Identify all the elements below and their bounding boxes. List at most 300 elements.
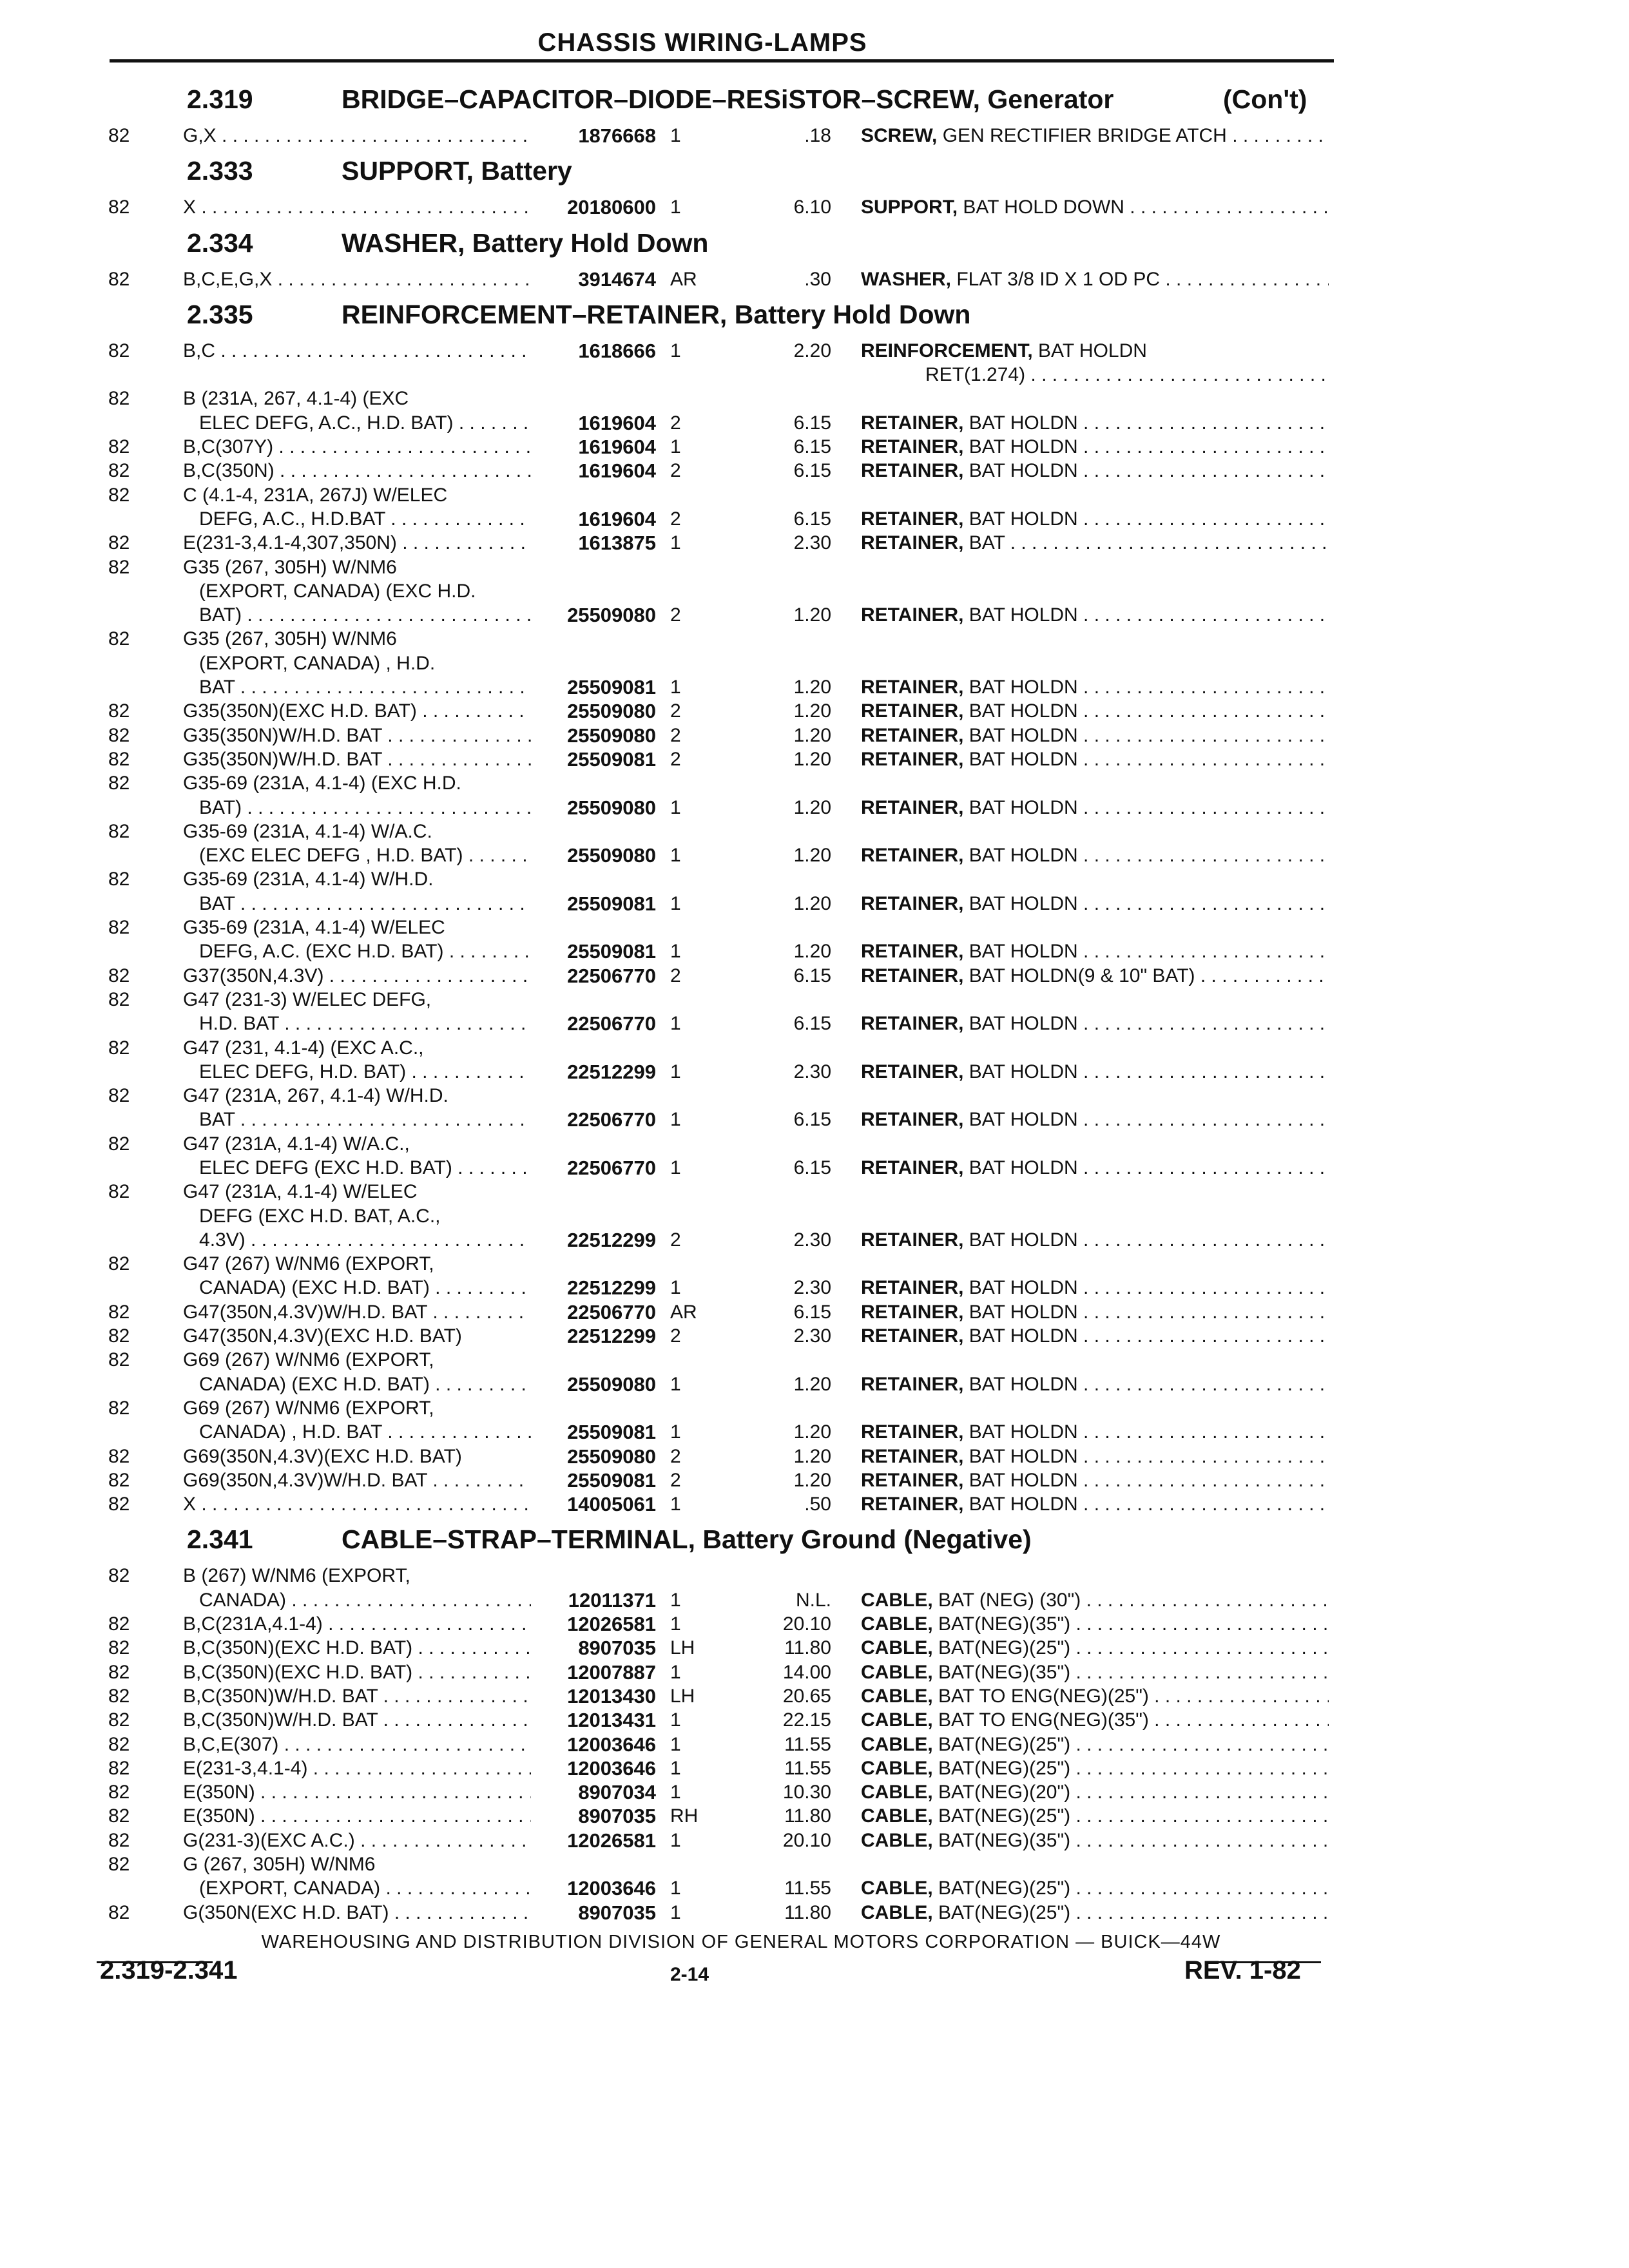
description-keyword: SUPPORT, bbox=[861, 197, 958, 218]
description bbox=[861, 1156, 1329, 1180]
application: B (267) W/NM6 (EXPORT, bbox=[183, 1565, 410, 1587]
part-number: 14005061 bbox=[567, 1493, 656, 1516]
quantity: 2 bbox=[670, 508, 681, 530]
part-row bbox=[0, 507, 1629, 531]
application: G35-69 (231A, 4.1-4) W/ELEC bbox=[183, 917, 445, 939]
section-title: BRIDGE–CAPACITOR–DIODE–RESiSTOR–SCREW, Generator bbox=[342, 84, 1114, 114]
price: 11.55 bbox=[784, 1757, 831, 1779]
description-text: BAT HOLDN bbox=[963, 892, 1078, 914]
application: (EXPORT, CANADA) . . . bbox=[183, 1876, 531, 1900]
description-text: BAT HOLDN bbox=[963, 1157, 1078, 1178]
quantity: AR bbox=[670, 1301, 697, 1323]
price: 2.20 bbox=[793, 340, 831, 361]
part-number: 22506770 bbox=[567, 1108, 656, 1131]
price: 2.30 bbox=[793, 1277, 831, 1299]
model-year: 82 bbox=[108, 748, 130, 770]
price: 6.15 bbox=[793, 965, 831, 986]
part-number: 12013431 bbox=[567, 1709, 656, 1732]
quantity: 2 bbox=[670, 724, 681, 746]
description-keyword: RETAINER, bbox=[861, 1301, 964, 1323]
part-number: 25509081 bbox=[567, 747, 656, 771]
quantity: 1 bbox=[670, 340, 681, 361]
description bbox=[861, 124, 1329, 148]
description-keyword: RETAINER, bbox=[861, 892, 964, 914]
application: G69 (267) W/NM6 (EXPORT, bbox=[183, 1349, 434, 1371]
part-number: 12003646 bbox=[567, 1877, 656, 1900]
description-text: BAT TO ENG(NEG)(25") bbox=[932, 1685, 1149, 1707]
description-text: BAT HOLDN bbox=[963, 796, 1078, 818]
application: G47 (231A, 4.1-4) W/A.C., bbox=[183, 1133, 410, 1155]
description-keyword: CABLE, bbox=[861, 1901, 933, 1923]
application: G69 (267) W/NM6 (EXPORT, bbox=[183, 1397, 434, 1419]
description bbox=[861, 724, 1329, 747]
part-number: 12026581 bbox=[567, 1613, 656, 1636]
application: G35 (267, 305H) W/NM6 bbox=[183, 628, 397, 650]
price: 20.10 bbox=[782, 1613, 831, 1635]
part-row bbox=[0, 1901, 1629, 1925]
part-row bbox=[0, 1756, 1629, 1780]
quantity: 1 bbox=[670, 125, 681, 146]
application: G47(350N,4.3V)W/H.D. BAT . . . bbox=[183, 1300, 531, 1324]
description bbox=[861, 1228, 1329, 1252]
description-text: RET(1.274) bbox=[861, 364, 1026, 386]
part-row bbox=[0, 531, 1629, 555]
model-year: 82 bbox=[108, 869, 130, 890]
application: G (267, 305H) W/NM6 bbox=[183, 1854, 376, 1875]
quantity: 1 bbox=[670, 1157, 681, 1178]
application: G69(350N,4.3V)(EXC H.D. BAT) bbox=[183, 1445, 462, 1467]
quantity: 1 bbox=[670, 1733, 681, 1755]
description bbox=[861, 507, 1329, 531]
description-text: GEN RECTIFIER BRIDGE ATCH bbox=[937, 125, 1227, 146]
description-keyword: CABLE, bbox=[861, 1757, 933, 1779]
quantity: 1 bbox=[670, 1757, 681, 1779]
price: N.L. bbox=[795, 1589, 831, 1611]
quantity: 1 bbox=[670, 1589, 681, 1611]
description-text: BAT HOLDN bbox=[963, 1469, 1078, 1491]
quantity: 1 bbox=[670, 1709, 681, 1731]
description bbox=[861, 1276, 1329, 1300]
part-row bbox=[0, 1468, 1629, 1492]
description bbox=[861, 699, 1329, 723]
price: 11.55 bbox=[784, 1878, 831, 1899]
description-keyword: CABLE, bbox=[861, 1829, 933, 1851]
application: DEFG, A.C. (EXC H.D. BAT) . . . bbox=[183, 939, 531, 963]
model-year: 82 bbox=[108, 1757, 130, 1779]
part-row bbox=[0, 1012, 1629, 1035]
part-row bbox=[0, 1636, 1629, 1660]
part-row bbox=[0, 939, 1629, 963]
description-text: BAT HOLDN bbox=[963, 1421, 1078, 1443]
application: DEFG (EXC H.D. BAT, A.C., bbox=[183, 1205, 441, 1227]
description bbox=[861, 1636, 1329, 1660]
part-row bbox=[0, 771, 1629, 795]
price: 6.15 bbox=[793, 1109, 831, 1131]
price: 10.30 bbox=[782, 1782, 831, 1803]
description-text: BAT HOLDN bbox=[963, 1325, 1078, 1347]
section-heading bbox=[0, 220, 1629, 267]
description-text: BAT(NEG)(35") bbox=[932, 1613, 1071, 1635]
part-number: 25509080 bbox=[567, 604, 656, 627]
part-number: 22512299 bbox=[567, 1276, 656, 1300]
part-row bbox=[0, 603, 1629, 627]
description-keyword: CABLE, bbox=[861, 1613, 933, 1635]
description-keyword: SCREW, bbox=[861, 125, 938, 146]
application: G47 (231A, 267, 4.1-4) W/H.D. bbox=[183, 1085, 448, 1107]
quantity: 1 bbox=[670, 532, 681, 554]
part-row bbox=[0, 579, 1629, 603]
description-keyword: RETAINER, bbox=[861, 1061, 964, 1082]
model-year: 82 bbox=[108, 197, 130, 218]
application: G47 (231A, 4.1-4) W/ELEC bbox=[183, 1181, 418, 1203]
description-keyword: RETAINER, bbox=[861, 700, 964, 722]
header-rule bbox=[110, 59, 1334, 62]
part-number: 3914674 bbox=[578, 267, 656, 291]
quantity: 1 bbox=[670, 1782, 681, 1803]
price: .30 bbox=[804, 268, 831, 290]
description bbox=[861, 411, 1329, 435]
application: B,C(350N)W/H.D. BAT . . . bbox=[183, 1684, 531, 1708]
model-year: 82 bbox=[108, 1181, 130, 1203]
description bbox=[861, 796, 1329, 820]
description-keyword: RETAINER, bbox=[861, 1229, 964, 1251]
quantity: 2 bbox=[670, 965, 681, 986]
section-number: 2.319 bbox=[187, 84, 253, 114]
quantity: 1 bbox=[670, 1421, 681, 1443]
section-heading bbox=[0, 148, 1629, 195]
description-keyword: CABLE, bbox=[861, 1637, 933, 1659]
quantity: 1 bbox=[670, 1277, 681, 1299]
application: BAT . . . bbox=[183, 892, 531, 916]
footer-publisher: WAREHOUSING AND DISTRIBUTION DIVISION OF GENERAL MOTORS CORPORATION — BUICK—44W bbox=[261, 1932, 1221, 1952]
section-title: REINFORCEMENT–RETAINER, Battery Hold Down bbox=[342, 299, 971, 329]
part-row bbox=[0, 1324, 1629, 1348]
quantity: 2 bbox=[670, 1229, 681, 1251]
price: 1.20 bbox=[793, 1445, 831, 1467]
price: 20.10 bbox=[782, 1829, 831, 1851]
section-number: 2.334 bbox=[187, 227, 253, 258]
part-number: 1876668 bbox=[578, 124, 656, 147]
quantity: RH bbox=[670, 1805, 699, 1827]
price: 1.20 bbox=[793, 700, 831, 722]
quantity: 1 bbox=[670, 1613, 681, 1635]
model-year: 82 bbox=[108, 628, 130, 650]
part-row bbox=[0, 1204, 1629, 1228]
part-number: 25509081 bbox=[567, 676, 656, 699]
description bbox=[861, 1876, 1329, 1900]
model-year: 82 bbox=[108, 700, 130, 722]
application: CANADA) (EXC H.D. BAT) . . . bbox=[183, 1276, 531, 1300]
description bbox=[861, 675, 1329, 699]
price: 2.30 bbox=[793, 1061, 831, 1082]
part-number: 8907035 bbox=[578, 1901, 656, 1924]
quantity: 1 bbox=[670, 1109, 681, 1131]
part-row bbox=[0, 1420, 1629, 1444]
application: B,C(350N)(EXC H.D. BAT) . . . bbox=[183, 1660, 531, 1684]
description-text: BAT HOLDN bbox=[963, 724, 1078, 746]
description-keyword: RETAINER, bbox=[861, 965, 964, 986]
application: B,C(350N) . . . bbox=[183, 459, 531, 483]
part-row bbox=[0, 1780, 1629, 1804]
application: G47(350N,4.3V)(EXC H.D. BAT) bbox=[183, 1325, 462, 1347]
model-year: 82 bbox=[108, 724, 130, 746]
part-row bbox=[0, 1300, 1629, 1324]
model-year: 82 bbox=[108, 1133, 130, 1155]
application: G35-69 (231A, 4.1-4) W/H.D. bbox=[183, 869, 434, 890]
application: ELEC DEFG, A.C., H.D. BAT) . . . bbox=[183, 411, 531, 435]
description-text: BAT TO ENG(NEG)(35") bbox=[932, 1709, 1149, 1731]
quantity: 1 bbox=[670, 436, 681, 458]
description bbox=[861, 1804, 1329, 1828]
price: 1.20 bbox=[793, 892, 831, 914]
description-keyword: CABLE, bbox=[861, 1685, 933, 1707]
description-keyword: RETAINER, bbox=[861, 1469, 964, 1491]
description-keyword: RETAINER, bbox=[861, 460, 964, 482]
part-row bbox=[0, 1876, 1629, 1900]
description bbox=[861, 1733, 1329, 1756]
description bbox=[861, 1492, 1329, 1516]
description-text: BAT(NEG)(25") bbox=[932, 1637, 1071, 1659]
price: 2.30 bbox=[793, 1229, 831, 1251]
application: G69(350N,4.3V)W/H.D. BAT . . . bbox=[183, 1468, 531, 1492]
description-keyword: RETAINER, bbox=[861, 796, 964, 818]
price: 11.80 bbox=[784, 1805, 831, 1827]
application: G47 (231-3) W/ELEC DEFG, bbox=[183, 988, 432, 1010]
model-year: 82 bbox=[108, 1397, 130, 1419]
price: 1.20 bbox=[793, 1469, 831, 1491]
application: G35(350N)(EXC H.D. BAT) . . . bbox=[183, 699, 531, 723]
model-year: 82 bbox=[108, 917, 130, 939]
quantity: 2 bbox=[670, 1445, 681, 1467]
price: 6.15 bbox=[793, 412, 831, 434]
quantity: 1 bbox=[670, 1661, 681, 1683]
part-row bbox=[0, 1852, 1629, 1876]
model-year: 82 bbox=[108, 484, 130, 506]
application: B,C(350N)W/H.D. BAT . . . bbox=[183, 1708, 531, 1732]
model-year: 82 bbox=[108, 1829, 130, 1851]
quantity: 2 bbox=[670, 412, 681, 434]
model-year: 82 bbox=[108, 1733, 130, 1755]
model-year: 82 bbox=[108, 556, 130, 578]
description-text: BAT(NEG)(35") bbox=[932, 1829, 1071, 1851]
description-keyword: RETAINER, bbox=[861, 1421, 964, 1443]
part-number: 25509080 bbox=[567, 700, 656, 723]
part-row bbox=[0, 916, 1629, 939]
quantity: 1 bbox=[670, 941, 681, 963]
description-keyword: RETAINER, bbox=[861, 1494, 964, 1515]
part-row bbox=[0, 1684, 1629, 1708]
application: G47 (267) W/NM6 (EXPORT, bbox=[183, 1253, 434, 1275]
footer-page-number: 2-14 bbox=[670, 1964, 709, 1985]
part-row bbox=[0, 1660, 1629, 1684]
part-number: 1619604 bbox=[578, 411, 656, 434]
page-title: CHASSIS WIRING-LAMPS bbox=[537, 28, 867, 57]
part-number: 12011371 bbox=[568, 1588, 656, 1611]
price: 1.20 bbox=[793, 845, 831, 867]
part-row bbox=[0, 1564, 1629, 1588]
application: G47 (231, 4.1-4) (EXC A.C., bbox=[183, 1037, 424, 1059]
part-row bbox=[0, 675, 1629, 699]
description-text: BAT HOLDN bbox=[963, 1301, 1078, 1323]
application: B,C,E,G,X . . . bbox=[183, 267, 531, 291]
description-text: BAT(NEG)(35") bbox=[932, 1661, 1071, 1683]
application: G35(350N)W/H.D. BAT . . . bbox=[183, 724, 531, 747]
model-year: 82 bbox=[108, 1325, 130, 1347]
description-keyword: RETAINER, bbox=[861, 1277, 964, 1299]
part-number: 1619604 bbox=[578, 436, 656, 459]
application: G37(350N,4.3V) . . . bbox=[183, 964, 531, 988]
description bbox=[861, 1060, 1329, 1084]
description-keyword: CABLE, bbox=[861, 1805, 933, 1827]
part-row bbox=[0, 1708, 1629, 1732]
part-number: 8907034 bbox=[578, 1781, 656, 1804]
part-number: 25509080 bbox=[567, 1445, 656, 1468]
description bbox=[861, 1108, 1329, 1131]
part-row bbox=[0, 1445, 1629, 1468]
description bbox=[861, 1901, 1329, 1925]
part-row bbox=[0, 747, 1629, 771]
part-number: 12007887 bbox=[567, 1660, 656, 1684]
application: CANADA) (EXC H.D. BAT) . . . bbox=[183, 1372, 531, 1396]
section-number: 2.341 bbox=[187, 1524, 253, 1555]
description-keyword: RETAINER, bbox=[861, 748, 964, 770]
model-year: 82 bbox=[108, 388, 130, 410]
description bbox=[861, 267, 1329, 291]
application: E(350N) . . . bbox=[183, 1780, 531, 1804]
part-number: 22506770 bbox=[567, 964, 656, 987]
description-text: BAT HOLDN bbox=[963, 845, 1078, 867]
application: B (231A, 267, 4.1-4) (EXC bbox=[183, 388, 409, 410]
price: 6.15 bbox=[793, 1157, 831, 1178]
application: G35 (267, 305H) W/NM6 bbox=[183, 556, 397, 578]
price: 1.20 bbox=[793, 941, 831, 963]
part-row bbox=[0, 363, 1629, 387]
description bbox=[861, 1012, 1329, 1035]
description-text: BAT HOLDN bbox=[963, 677, 1078, 698]
description bbox=[861, 939, 1329, 963]
description-keyword: RETAINER, bbox=[861, 508, 964, 530]
price: 6.15 bbox=[793, 1301, 831, 1323]
description-keyword: RETAINER, bbox=[861, 1445, 964, 1467]
part-row bbox=[0, 195, 1629, 219]
description-keyword: CABLE, bbox=[861, 1733, 933, 1755]
application: (EXPORT, CANADA) (EXC H.D. bbox=[183, 580, 476, 602]
description-keyword: RETAINER, bbox=[861, 436, 964, 458]
application: BAT) . . . bbox=[183, 796, 531, 820]
part-number: 22512299 bbox=[567, 1060, 656, 1083]
price: 6.15 bbox=[793, 508, 831, 530]
quantity: 2 bbox=[670, 1469, 681, 1491]
description-text: BAT(NEG)(25") bbox=[932, 1878, 1071, 1899]
description-keyword: CABLE, bbox=[861, 1782, 933, 1803]
description-keyword: RETAINER, bbox=[861, 1373, 964, 1395]
model-year: 82 bbox=[108, 1301, 130, 1323]
price: 22.15 bbox=[782, 1709, 831, 1731]
part-row bbox=[0, 1492, 1629, 1516]
description-keyword: RETAINER, bbox=[861, 724, 964, 746]
description-text: BAT HOLDN bbox=[963, 1445, 1078, 1467]
description-text: BAT HOLDN bbox=[963, 748, 1078, 770]
quantity: 2 bbox=[670, 1325, 681, 1347]
application: H.D. BAT . . . bbox=[183, 1012, 531, 1035]
quantity: 1 bbox=[670, 197, 681, 218]
model-year: 82 bbox=[108, 1637, 130, 1659]
model-year: 82 bbox=[108, 532, 130, 554]
model-year: 82 bbox=[108, 340, 130, 361]
part-row bbox=[0, 435, 1629, 459]
application: B,C . . . bbox=[183, 339, 531, 363]
part-row bbox=[0, 267, 1629, 291]
section-heading bbox=[0, 76, 1629, 124]
description bbox=[861, 459, 1329, 483]
description-keyword: CABLE, bbox=[861, 1878, 933, 1899]
part-number: 22506770 bbox=[567, 1012, 656, 1035]
quantity: LH bbox=[670, 1637, 695, 1659]
description-keyword: RETAINER, bbox=[861, 1013, 964, 1035]
model-year: 82 bbox=[108, 1661, 130, 1683]
section-heading bbox=[0, 1516, 1629, 1564]
description-text: FLAT 3/8 ID X 1 OD PC bbox=[951, 268, 1161, 290]
description bbox=[861, 435, 1329, 459]
description bbox=[861, 1684, 1329, 1708]
part-row bbox=[0, 867, 1629, 891]
description-text: BAT(NEG)(25") bbox=[932, 1733, 1071, 1755]
part-number: 20180600 bbox=[567, 196, 656, 219]
price: .50 bbox=[804, 1494, 831, 1515]
description-keyword: RETAINER, bbox=[861, 532, 964, 554]
description bbox=[861, 195, 1329, 219]
part-row bbox=[0, 1036, 1629, 1060]
description-text: BAT(NEG)(25") bbox=[932, 1901, 1071, 1923]
description-text: BAT(NEG)(20") bbox=[932, 1782, 1071, 1803]
quantity: 1 bbox=[670, 1829, 681, 1851]
part-number: 25509080 bbox=[567, 1372, 656, 1396]
description-text: BAT(NEG)(25") bbox=[932, 1805, 1071, 1827]
price: .18 bbox=[804, 125, 831, 146]
part-number: 25509081 bbox=[567, 940, 656, 963]
description-text: BAT HOLDN bbox=[963, 508, 1078, 530]
footer-section-range: 2.319-2.341 bbox=[100, 1956, 238, 1984]
price: 14.00 bbox=[782, 1661, 831, 1683]
section-continued: (Con't) bbox=[1223, 84, 1307, 114]
part-number: 12003646 bbox=[567, 1733, 656, 1756]
price: 2.30 bbox=[793, 1325, 831, 1347]
description bbox=[861, 1300, 1329, 1324]
part-number: 1613875 bbox=[578, 532, 656, 555]
description-text: BAT HOLDN bbox=[963, 436, 1078, 458]
part-number: 22512299 bbox=[567, 1325, 656, 1348]
part-row bbox=[0, 1348, 1629, 1372]
quantity: 1 bbox=[670, 677, 681, 698]
description-keyword: RETAINER, bbox=[861, 604, 964, 626]
quantity: 2 bbox=[670, 460, 681, 482]
quantity: 1 bbox=[670, 796, 681, 818]
part-number: 1618666 bbox=[578, 339, 656, 362]
description-text: BAT HOLDN bbox=[963, 1494, 1078, 1515]
application: CANADA) , H.D. BAT . . . bbox=[183, 1420, 531, 1444]
description bbox=[861, 1612, 1329, 1636]
description bbox=[861, 747, 1329, 771]
model-year: 82 bbox=[108, 125, 130, 146]
application: G35-69 (231A, 4.1-4) W/A.C. bbox=[183, 820, 432, 842]
part-number: 25509080 bbox=[567, 724, 656, 747]
application: B,C(231A,4.1-4) . . . bbox=[183, 1612, 531, 1636]
application: C (4.1-4, 231A, 267J) W/ELEC bbox=[183, 484, 448, 506]
parts-list bbox=[0, 76, 1629, 1925]
part-number: 12026581 bbox=[567, 1829, 656, 1852]
application: E(350N) . . . bbox=[183, 1804, 531, 1828]
description bbox=[861, 339, 1329, 363]
